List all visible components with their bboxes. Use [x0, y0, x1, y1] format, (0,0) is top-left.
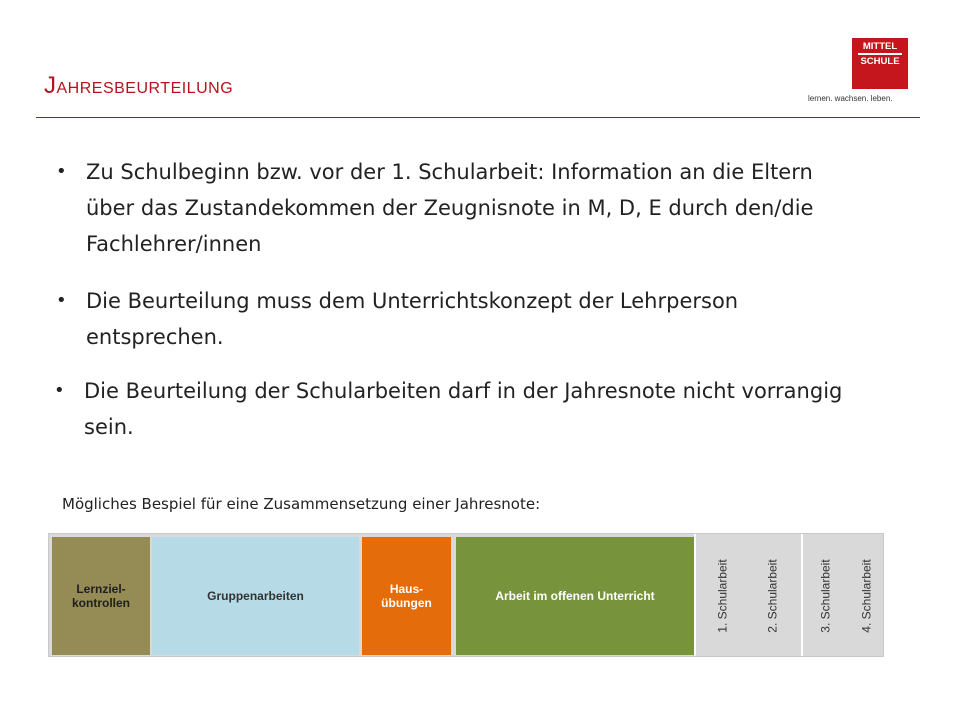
bullet-dot: • [56, 161, 67, 182]
bullet-item [56, 154, 846, 262]
segment-label: Gruppenarbeiten [207, 589, 304, 603]
strip-divider [694, 534, 696, 656]
bullet-item [56, 283, 846, 355]
bullet-item [54, 373, 844, 445]
slide-title-rest: AHRESBEURTEILUNG [56, 80, 234, 97]
strip-divider [801, 534, 803, 656]
segment-lernzielkontrollen [52, 537, 150, 655]
example-caption: Mögliches Bespiel für eine Zusammensetzung einer Jahresnote: [62, 495, 541, 513]
logo-line-2: SCHULE [860, 55, 900, 67]
slide-title [44, 72, 233, 100]
exam-label: 4. Schularbeit [860, 559, 875, 633]
exam-1 [713, 537, 733, 655]
bullet-dot: • [56, 290, 67, 311]
exam-3 [816, 537, 836, 655]
school-logo [852, 38, 908, 89]
exam-2 [763, 537, 783, 655]
exam-label: 1. Schularbeit [716, 559, 731, 633]
segment-label: Arbeit im offenen Unterricht [495, 589, 655, 603]
title-divider [36, 117, 920, 118]
bullet-dot: • [54, 380, 65, 401]
logo-bar [858, 53, 902, 55]
bullet-text: Die Beurteilung der Schularbeiten darf in der Jahresnote nicht vorrangig sein. [84, 379, 843, 439]
bullet-text: Zu Schulbeginn bzw. vor der 1. Schularbeit: Information an die Eltern über das Zustandekommen der Zeugnisnote in M, D, E durch den/die Fachlehrer/innen [86, 160, 814, 256]
logo-tagline: lernen. wachsen. leben. [808, 94, 893, 103]
exam-4 [857, 537, 877, 655]
segment-label: Haus- übungen [381, 582, 432, 610]
exam-label: 2. Schularbeit [766, 559, 781, 633]
segment-hausuebungen [362, 537, 451, 655]
exam-label: 3. Schularbeit [819, 559, 834, 633]
logo-line-1: MITTEL [862, 41, 898, 52]
grade-composition-strip [48, 533, 884, 657]
segment-label: Lernziel- kontrollen [71, 582, 130, 610]
slide-title-initial: J [44, 72, 57, 99]
segment-offener-unterricht [456, 537, 694, 655]
segment-gruppenarbeiten [152, 537, 359, 655]
bullet-text: Die Beurteilung muss dem Unterrichtskonzept der Lehrperson entsprechen. [86, 289, 739, 349]
